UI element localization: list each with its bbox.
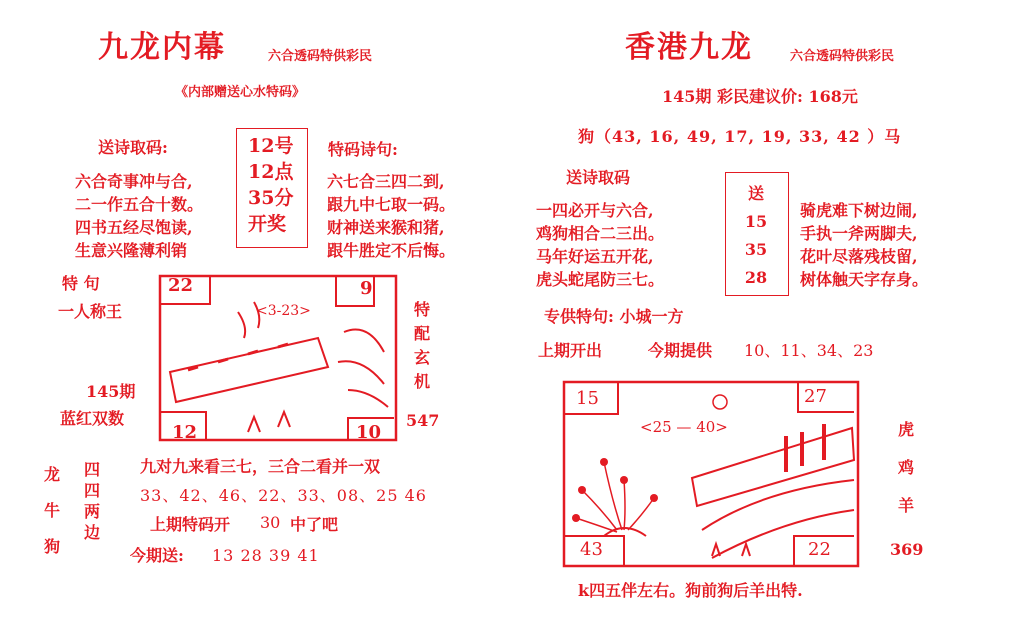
zodiac-char: 两 (83, 502, 100, 521)
num-box-item: 15 (744, 212, 768, 231)
draw-line: 35分 (248, 187, 294, 209)
right-sketch-posts (786, 424, 824, 472)
right-title: 香港九龙 (625, 30, 753, 65)
left-sketch-range: <3-23> (256, 303, 311, 319)
right-poem-left (536, 199, 664, 291)
left-last-value: 30 (260, 513, 281, 532)
poem-line: 马年好运五开花, (536, 247, 654, 266)
poem-line: 跟牛胜定不后悔。 (327, 241, 456, 260)
poem-line: 生意兴隆薄利销 (75, 241, 188, 260)
left-sketch-bl-num: 12 (172, 422, 198, 443)
right-poem-send-label: 送诗取码 (566, 168, 631, 187)
side-char: 鸡 (897, 458, 914, 477)
zodiac-char: 边 (83, 523, 100, 542)
poem-line: 鸡狗相合二三出。 (536, 224, 665, 243)
left-poem-send-label: 送诗取码: (98, 138, 168, 157)
right-special-phrase: 专供特句: 小城一方 (544, 307, 684, 326)
right-sketch-tl-num: 15 (576, 388, 599, 409)
poem-line: 花叶尽落残枝留, (800, 247, 918, 266)
draw-line: 12号 (248, 135, 294, 157)
right-sketch-bl-num: 43 (580, 539, 603, 560)
left-side-number: 547 (406, 411, 440, 430)
left-issue: 145期 (86, 382, 136, 401)
poem-line: 一四必开与六合, (536, 201, 654, 220)
side-char: 配 (413, 324, 430, 343)
left-sketch-grass (248, 412, 290, 432)
poem-line: 手执一斧两脚夫, (800, 224, 918, 243)
left-special-phrase-label: 特 句 (62, 274, 100, 293)
right-side-number: 369 (890, 540, 924, 559)
left-line2: 33、42、46、22、33、08、25 46 (140, 486, 427, 505)
left-last-tail: 中了吧 (290, 515, 339, 534)
right-last-open-label: 上期开出 (538, 341, 603, 360)
left-title: 九龙内幕 (98, 30, 226, 65)
left-zodiac-col2 (82, 459, 102, 543)
right-sketch-sun (713, 395, 727, 409)
right-sketch-fence (692, 428, 854, 506)
right-sketch-range: <25 — 40> (640, 418, 728, 436)
right-bottom-line: k四五伴左右。狗前狗后羊出特. (578, 581, 803, 600)
side-char: 虎 (897, 420, 914, 439)
zodiac-char: 狗 (43, 537, 60, 556)
draw-line: 开奖 (248, 213, 287, 235)
left-sketch-wall (170, 338, 328, 402)
left-side-vertical (412, 298, 432, 394)
right-dog-line: 狗（43, 16, 49, 17, 19, 33, 42 ）马 (578, 127, 902, 146)
zodiac-char: 龙 (43, 465, 60, 484)
poem-line: 树体触天字存身。 (800, 270, 929, 289)
left-tagline: 六合透码特供彩民 (268, 49, 373, 64)
left-special-poem-label: 特码诗句: (328, 140, 398, 159)
poem-line: 四书五经尽饱读, (75, 218, 193, 237)
left-special-poem (327, 170, 455, 262)
zodiac-char: 四 (83, 460, 100, 479)
poem-line: 虎头蛇尾防三七。 (536, 270, 665, 289)
poem-line: 二一作五合十数。 (75, 195, 204, 214)
left-line1: 九对九来看三七，三合二看并一双 (140, 457, 381, 476)
left-subtitle: 《内部赠送心水特码》 (175, 85, 306, 100)
left-zodiac-col1 (42, 457, 62, 565)
left-sketch-curves (338, 330, 388, 408)
side-char: 机 (413, 372, 430, 391)
left-sketch-frame (160, 276, 396, 443)
left-today-label: 今期送: (130, 546, 184, 565)
right-side-vertical (896, 411, 916, 525)
left-last-label: 上期特码开 (150, 515, 231, 534)
num-box-item: 35 (744, 240, 768, 259)
left-draw-time-text (248, 133, 293, 237)
left-sketch-br-num: 10 (356, 422, 382, 443)
num-box-item: 28 (744, 268, 768, 287)
right-sketch-br-num: 22 (808, 539, 831, 560)
side-char: 玄 (413, 348, 430, 367)
right-sketch-tr-num: 27 (804, 386, 827, 407)
poem-line: 财神送来猴和猪, (327, 218, 445, 237)
right-sketch-hills (702, 480, 854, 558)
side-char: 羊 (897, 496, 914, 515)
poem-line: 骑虎难下树边闹, (800, 201, 918, 220)
left-today-numbers: 13 28 39 41 (212, 546, 320, 565)
right-issue-line: 145期 彩民建议价: 168元 (662, 87, 858, 106)
right-num-box-text (725, 180, 787, 292)
num-box-item: 送 (747, 184, 764, 203)
poem-line: 六七合三四二到, (327, 172, 445, 191)
right-tagline: 六合透码特供彩民 (790, 49, 895, 64)
right-this-issue-label: 今期提供 (648, 341, 713, 360)
left-issue-hint: 蓝红双数 (60, 409, 125, 428)
left-sketch-tr-num: 9 (360, 278, 373, 299)
side-char: 特 (413, 300, 430, 319)
poem-line: 六合奇事冲与合, (75, 172, 193, 191)
right-sketch-stems (576, 462, 654, 532)
left-special-phrase: 一人称王 (58, 302, 123, 321)
poem-line: 跟九中七取一码。 (327, 195, 456, 214)
right-this-issue-numbers: 10、11、34、23 (744, 341, 874, 360)
right-poem-right (800, 199, 928, 291)
zodiac-char: 牛 (43, 501, 60, 520)
draw-line: 12点 (248, 161, 294, 183)
left-sketch-tl-num: 22 (168, 275, 194, 296)
zodiac-char: 四 (83, 481, 100, 500)
left-poem-send (75, 170, 203, 262)
